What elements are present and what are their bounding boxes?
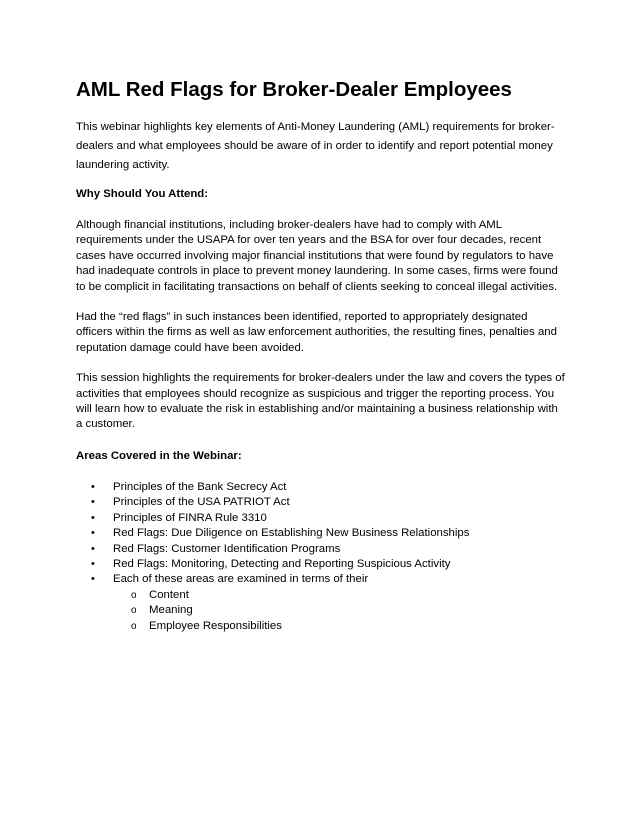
sub-list-item: [113, 588, 566, 603]
bullet-icon: •: [91, 496, 95, 509]
body-paragraph-1: Although financial institutions, including broker-dealers have had to comply with AML requirements under the USAPA for over ten years and the BSA for over four decades, recent cases have occurred involving major financial institutions that were found by regulators to have had inadequate controls in place to prevent money laundering. In some cases, firms were found to be complicit in facilitating transactions on behalf of clients seeking to conceal illegal activities.: [76, 219, 558, 293]
list-item: [76, 480, 566, 495]
sub-list-item: [113, 603, 566, 618]
sub-list-item-text: Meaning: [149, 604, 193, 617]
circle-bullet-icon: o: [131, 605, 137, 617]
sub-list-item-text: Employee Responsibilities: [149, 619, 282, 632]
list-item-text: Red Flags: Monitoring, Detecting and Reporting Suspicious Activity: [113, 557, 451, 570]
bullet-icon: •: [91, 557, 95, 570]
document-page: [76, 76, 566, 634]
bullet-icon: •: [91, 527, 95, 540]
list-item-text: Principles of the USA PATRIOT Act: [113, 496, 290, 509]
list-item-text: Each of these areas are examined in terms of their: [113, 573, 369, 586]
list-item-text: Red Flags: Customer Identification Programs: [113, 542, 341, 555]
bullet-icon: •: [91, 480, 95, 493]
bullet-icon: •: [91, 573, 95, 586]
bullet-icon: •: [91, 511, 95, 524]
sub-list-item: [113, 619, 566, 634]
list-item-text: Principles of FINRA Rule 3310: [113, 511, 267, 524]
list-item: [76, 542, 566, 557]
intro-paragraph: This webinar highlights key elements of Anti-Money Laundering (AML) requirements for broker-dealers and what employees should be aware of in order to identify and report potential money laundering activity.: [76, 121, 555, 171]
list-item: [76, 495, 566, 510]
document-title: AML Red Flags for Broker-Dealer Employees: [76, 78, 512, 101]
list-item: [76, 526, 566, 541]
areas-bullet-list: [76, 480, 566, 634]
list-item-text: Red Flags: Due Diligence on Establishing New Business Relationships: [113, 527, 470, 540]
list-item: [76, 511, 566, 526]
areas-covered-heading: Areas Covered in the Webinar:: [76, 449, 242, 462]
why-attend-heading: Why Should You Attend:: [76, 188, 209, 200]
sub-bullet-list: [113, 588, 566, 634]
circle-bullet-icon: o: [131, 589, 137, 601]
list-item-text: Principles of the Bank Secrecy Act: [113, 480, 287, 493]
body-paragraph-2: Had the “red flags” in such instances been identified, reported to appropriately designated officers within the firms as well as law enforcement authorities, the resulting fines, penalties and reputation damage could have been avoided.: [76, 311, 557, 354]
circle-bullet-icon: o: [131, 620, 137, 632]
body-paragraph-3: This session highlights the requirements for broker-dealers under the law and covers the types of activities that employees should recognize as suspicious and trigger the reporting process. You will learn how to evaluate the risk in establishing and/or maintaining a business relationship with a customer.: [76, 372, 565, 431]
list-item: [76, 557, 566, 572]
bullet-icon: •: [91, 542, 95, 555]
list-item: [76, 572, 566, 634]
sub-list-item-text: Content: [149, 588, 189, 601]
